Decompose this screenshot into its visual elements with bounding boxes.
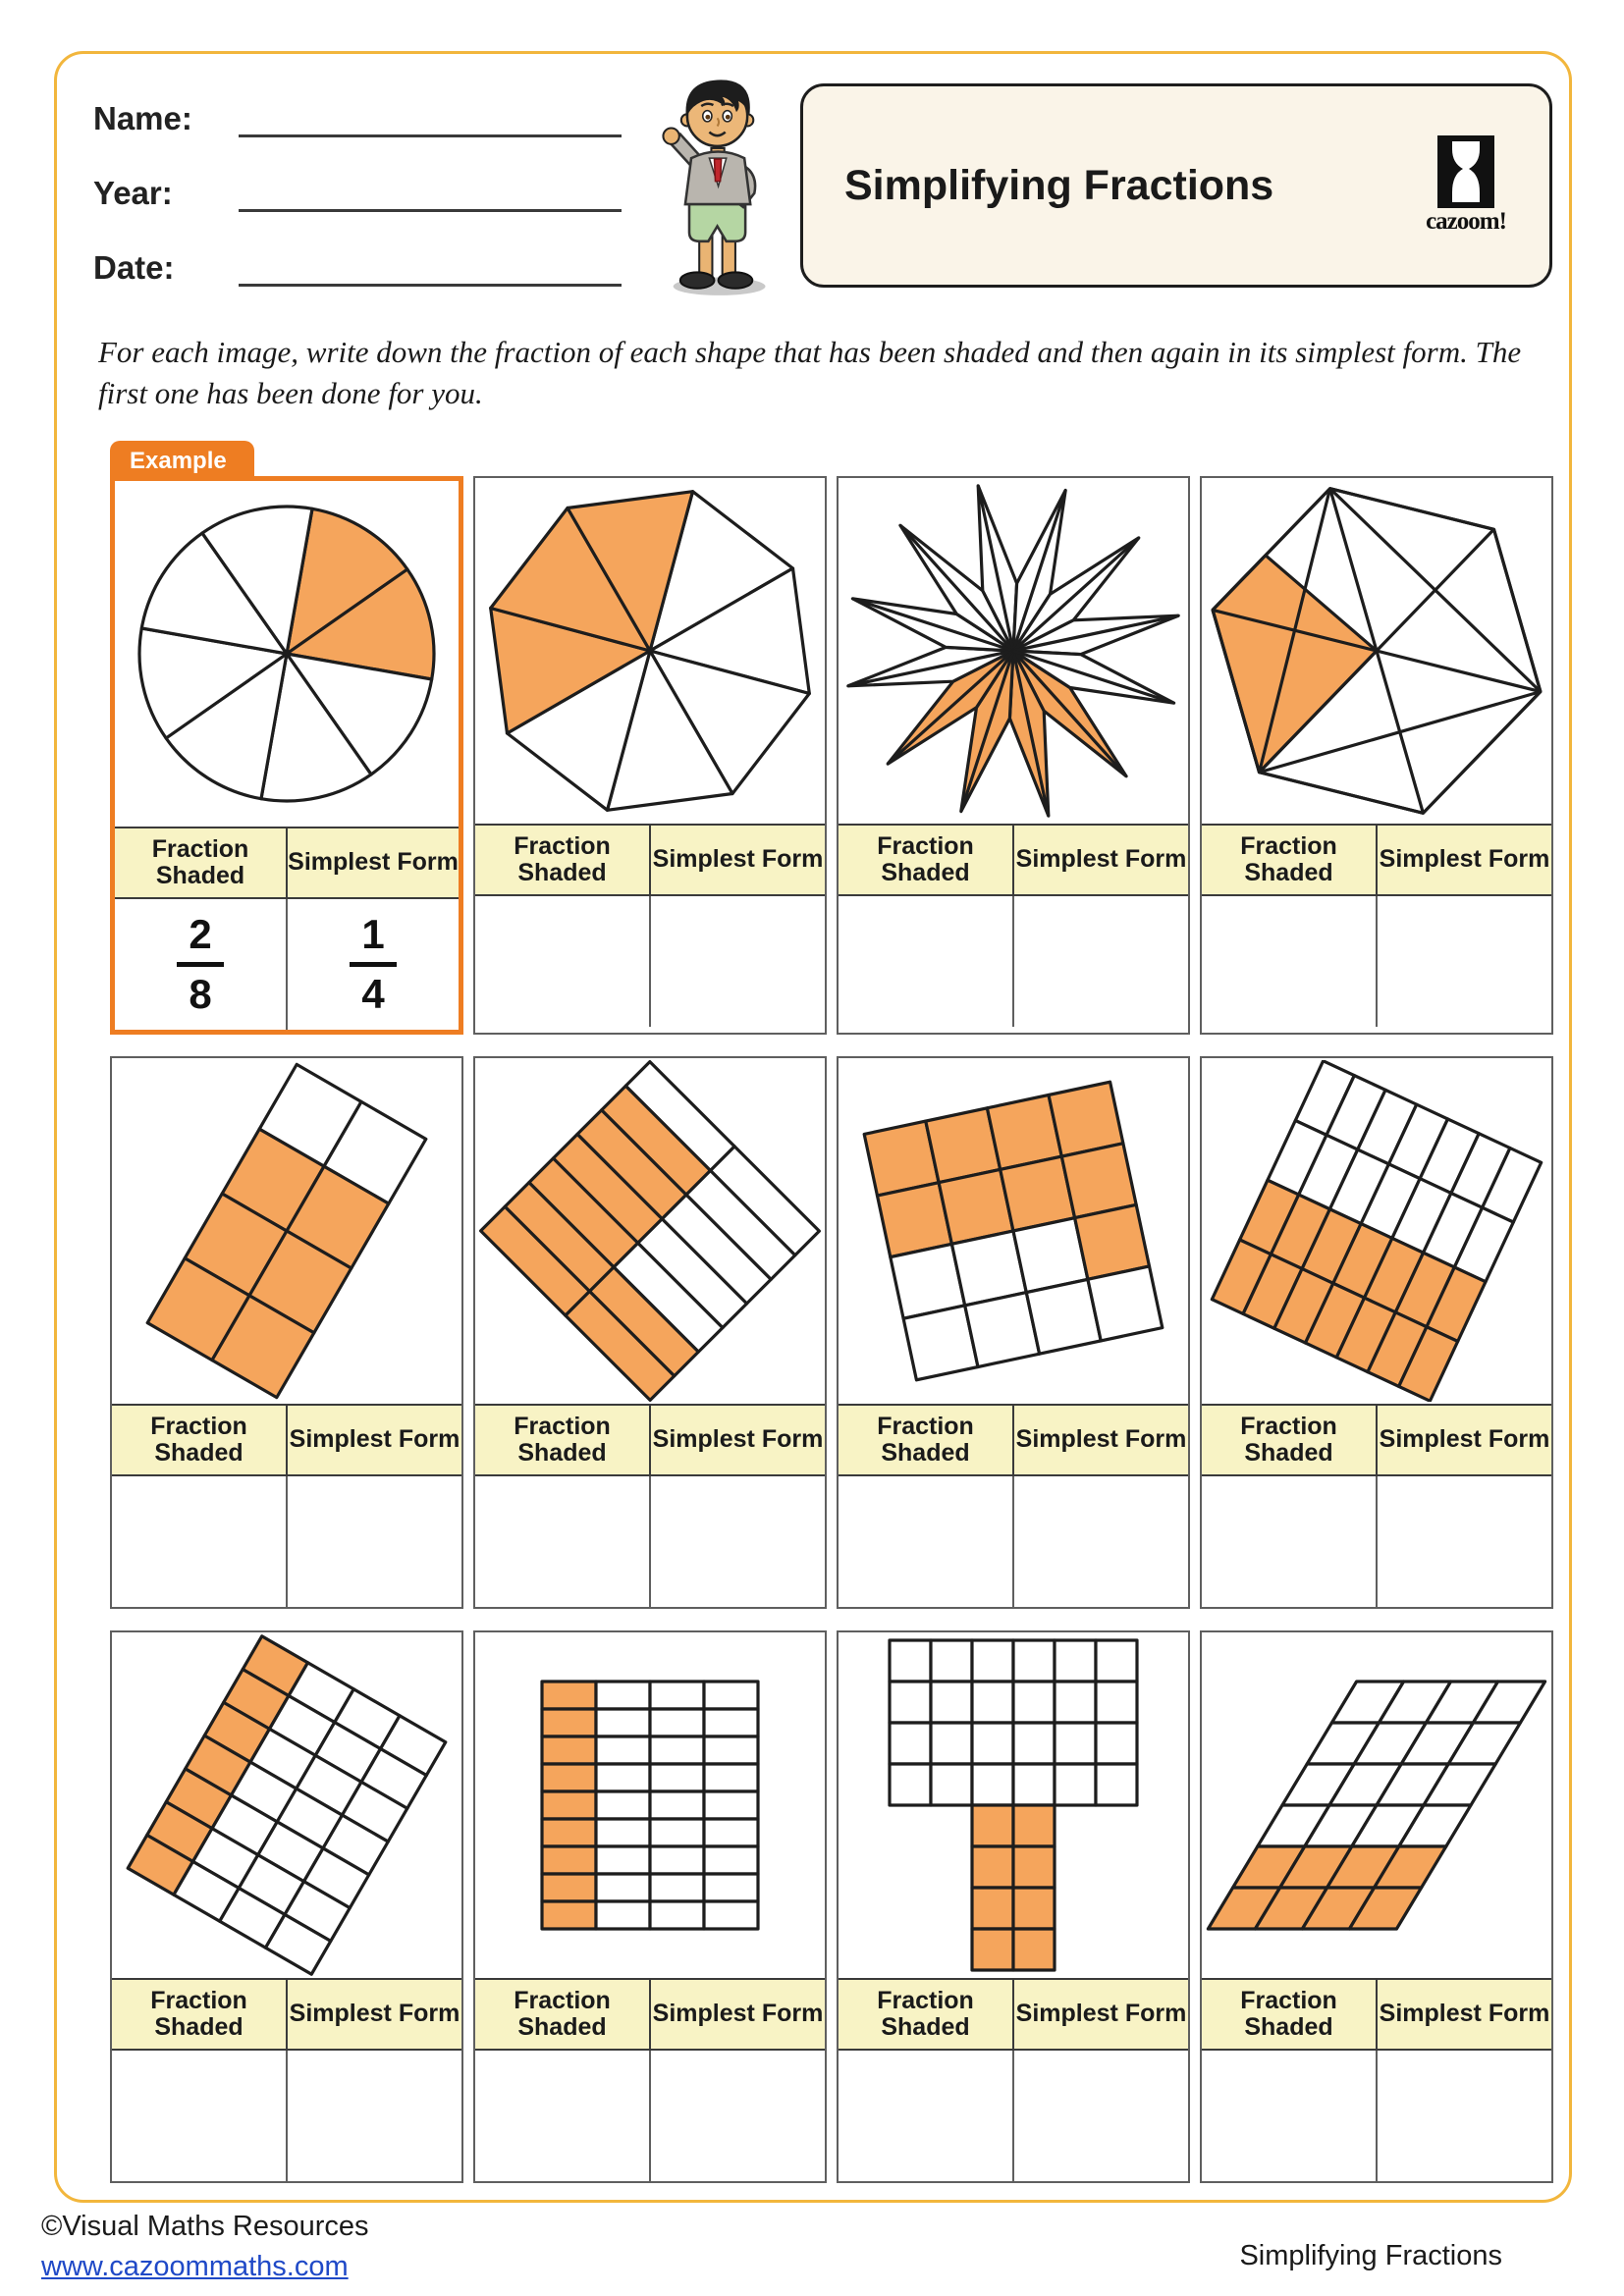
simplest-form-header: Simplest Form — [289, 2000, 460, 2028]
simplest-form-answer — [350, 911, 397, 1017]
problem-card-2 — [473, 476, 827, 1035]
simplest-form-header: Simplest Form — [1379, 1425, 1550, 1454]
answer-row — [112, 2051, 461, 2181]
website-link[interactable]: www.cazoommaths.com — [41, 2251, 349, 2282]
fraction-shaded-answer — [177, 911, 224, 1017]
simplest-form-cell — [1378, 1476, 1551, 1607]
fraction-shaded-cell — [839, 2051, 1014, 2181]
problem-card-9 — [110, 1630, 463, 2183]
fraction-shaded-cell — [112, 1476, 288, 1607]
shape-image — [1202, 1058, 1551, 1404]
simplest-form-cell — [651, 896, 825, 1027]
shape-image — [115, 481, 459, 827]
simplest-form-cell — [288, 899, 459, 1030]
fraction-shape-grid — [841, 1060, 1185, 1402]
fraction-shaded-header: Fraction Shaded — [839, 1980, 1014, 2049]
fraction-shape-grid — [478, 1634, 822, 1976]
answer-table-header — [839, 824, 1188, 896]
title-box — [800, 83, 1552, 288]
fraction-shape-shear — [1205, 1634, 1548, 1976]
fraction-shaded-cell — [112, 2051, 288, 2181]
fraction-shaded-cell — [1202, 896, 1378, 1027]
fraction-shaded-cell — [1202, 2051, 1378, 2181]
simplest-form-cell — [1378, 2051, 1551, 2181]
numerator: 1 — [361, 911, 385, 957]
simplest-form-header: Simplest Form — [288, 848, 459, 877]
denominator: 8 — [189, 971, 212, 1017]
answer-table-header — [1202, 1978, 1551, 2051]
simplest-form-cell — [1014, 1476, 1188, 1607]
simplest-form-cell — [651, 1476, 825, 1607]
footer-worksheet-title: Simplifying Fractions — [1239, 2240, 1502, 2271]
shape-image — [839, 1058, 1188, 1404]
shape-image — [839, 1632, 1188, 1978]
fraction-shaded-header: Fraction Shaded — [112, 1980, 288, 2049]
answer-row — [475, 2051, 825, 2181]
simplest-form-header: Simplest Form — [652, 2000, 824, 2028]
problem-card-5 — [110, 1056, 463, 1609]
date-line — [239, 246, 622, 287]
worksheet-title: Simplifying Fractions — [844, 161, 1274, 209]
simplest-form-cell — [1014, 896, 1188, 1027]
answer-table-header — [839, 1978, 1188, 2051]
fraction-shape-tee — [841, 1634, 1185, 1976]
simplest-form-header: Simplest Form — [652, 845, 824, 874]
fraction-bar — [177, 962, 224, 967]
numerator: 2 — [189, 911, 212, 957]
problem-card-12 — [1200, 1630, 1553, 2183]
fraction-shaded-header: Fraction Shaded — [112, 1406, 288, 1474]
simplest-form-cell — [1014, 2051, 1188, 2181]
answer-table-header — [115, 827, 459, 899]
fraction-shaded-cell — [839, 1476, 1014, 1607]
answer-table-header — [475, 824, 825, 896]
shape-image — [1202, 1632, 1551, 1978]
fraction-shaded-header: Fraction Shaded — [115, 828, 288, 897]
name-line — [239, 97, 622, 137]
simplest-form-cell — [651, 2051, 825, 2181]
student-info-fields — [93, 94, 622, 318]
fraction-shaded-header: Fraction Shaded — [839, 1406, 1014, 1474]
fraction-shape-grid — [1205, 1060, 1548, 1402]
fraction-shaded-header: Fraction Shaded — [1202, 1406, 1378, 1474]
fraction-shaded-cell — [839, 896, 1014, 1027]
example-tab: Example — [110, 441, 254, 481]
fraction-shaded-header: Fraction Shaded — [475, 1980, 651, 2049]
name-field — [93, 94, 622, 137]
year-field — [93, 169, 622, 212]
shape-image — [112, 1632, 461, 1978]
problem-card-7 — [837, 1056, 1190, 1609]
instructions: For each image, write down the fraction of each shape that has been shaded and then again in its simplest form. The first one has been done for you. — [98, 335, 1522, 410]
answer-table-header — [112, 1404, 461, 1476]
name-label: Name: — [93, 100, 192, 136]
fraction-shaded-header: Fraction Shaded — [1202, 826, 1378, 894]
simplest-form-header: Simplest Form — [289, 1425, 460, 1454]
answer-row — [839, 1476, 1188, 1607]
problem-card-6 — [473, 1056, 827, 1609]
simplest-form-header: Simplest Form — [652, 1425, 824, 1454]
fraction-shaded-cell — [475, 896, 651, 1027]
problem-card-3 — [837, 476, 1190, 1035]
fraction-shape-fan — [478, 480, 822, 822]
problem-card-11 — [837, 1630, 1190, 2183]
shape-image — [475, 1632, 825, 1978]
shape-image — [839, 478, 1188, 824]
cazoom-logo — [1408, 135, 1524, 236]
answer-row — [839, 896, 1188, 1027]
problem-card-10 — [473, 1630, 827, 2183]
simplest-form-cell — [288, 2051, 461, 2181]
copyright-text: ©Visual Maths Resources — [41, 2211, 369, 2242]
student-cartoon — [628, 54, 800, 299]
fraction-shape-hexcomplex — [1205, 480, 1548, 822]
fraction-shape-grid — [478, 1060, 822, 1402]
problem-card-4 — [1200, 476, 1553, 1035]
answer-table-header — [839, 1404, 1188, 1476]
shape-image — [112, 1058, 461, 1404]
simplest-form-header: Simplest Form — [1015, 845, 1187, 874]
shape-image — [475, 478, 825, 824]
fraction-shape-pie — [115, 483, 459, 825]
denominator: 4 — [361, 971, 385, 1017]
footer-left — [41, 2211, 369, 2283]
answer-row — [112, 1476, 461, 1607]
answer-table-header — [1202, 824, 1551, 896]
year-line — [239, 172, 622, 212]
fraction-shape-grid — [115, 1634, 459, 1976]
fraction-bar — [350, 962, 397, 967]
answer-row — [839, 2051, 1188, 2181]
simplest-form-header: Simplest Form — [1379, 845, 1550, 874]
shape-image — [475, 1058, 825, 1404]
simplest-form-cell — [1378, 896, 1551, 1027]
date-label: Date: — [93, 249, 175, 286]
fraction-shaded-header: Fraction Shaded — [839, 826, 1014, 894]
answer-table-header — [1202, 1404, 1551, 1476]
answer-row — [1202, 896, 1551, 1027]
fraction-shaded-cell — [475, 2051, 651, 2181]
simplest-form-header: Simplest Form — [1015, 2000, 1187, 2028]
date-field — [93, 243, 622, 287]
answer-row — [475, 1476, 825, 1607]
simplest-form-header: Simplest Form — [1379, 2000, 1550, 2028]
year-label: Year: — [93, 175, 173, 211]
fraction-shape-star — [841, 480, 1185, 822]
fraction-shape-grid — [115, 1060, 459, 1402]
answer-row — [475, 896, 825, 1027]
answer-table-header — [112, 1978, 461, 2051]
answer-table-header — [475, 1978, 825, 2051]
fraction-shaded-header: Fraction Shaded — [475, 1406, 651, 1474]
fraction-shaded-cell — [475, 1476, 651, 1607]
simplest-form-cell — [288, 1476, 461, 1607]
fraction-shaded-cell — [115, 899, 288, 1030]
cazoom-logo-icon — [1437, 135, 1494, 208]
fraction-shaded-header: Fraction Shaded — [1202, 1980, 1378, 2049]
fraction-shaded-cell — [1202, 1476, 1378, 1607]
answer-row — [115, 899, 459, 1030]
fraction-shaded-header: Fraction Shaded — [475, 826, 651, 894]
answer-row — [1202, 2051, 1551, 2181]
problems-grid — [110, 448, 1553, 2183]
simplest-form-header: Simplest Form — [1015, 1425, 1187, 1454]
answer-row — [1202, 1476, 1551, 1607]
answer-table-header — [475, 1404, 825, 1476]
problem-card-1 — [110, 448, 463, 1035]
shape-image — [1202, 478, 1551, 824]
cazoom-logo-text: cazoom! — [1426, 208, 1506, 235]
problem-card-8 — [1200, 1056, 1553, 1609]
